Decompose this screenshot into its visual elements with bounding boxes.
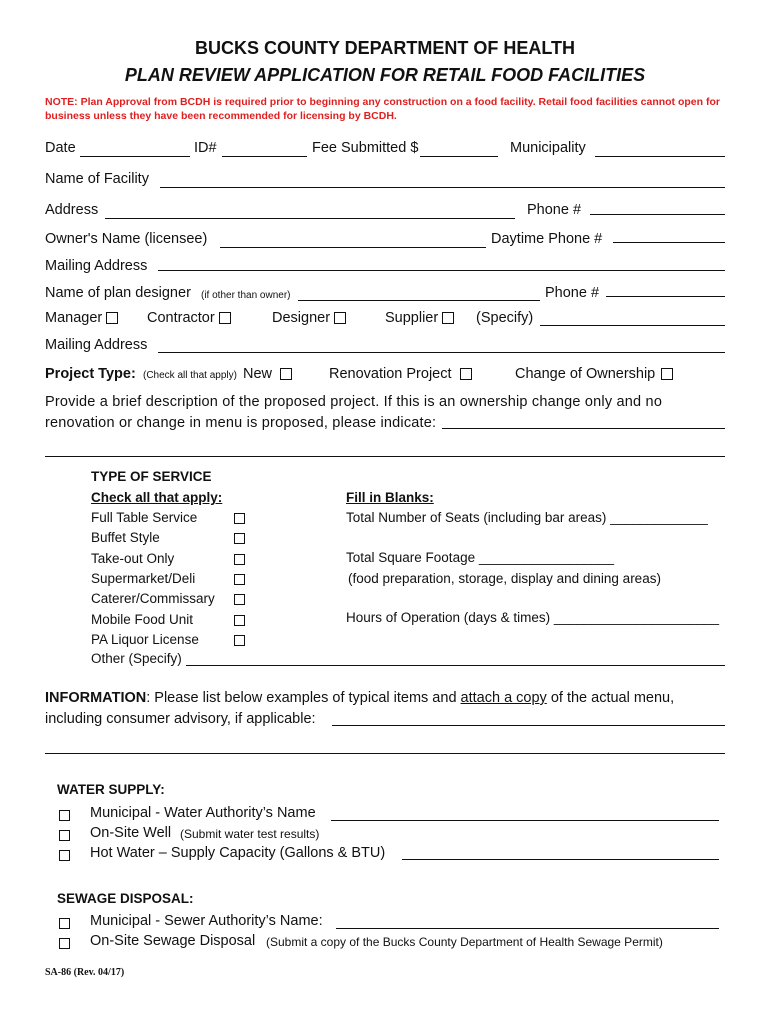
water-onsite-checkbox[interactable]: [59, 830, 70, 841]
plan-designer-field[interactable]: [298, 300, 540, 301]
description-field-2[interactable]: [45, 456, 725, 457]
daytime-phone-label: Daytime Phone #: [491, 231, 603, 247]
description-text: Provide a brief description of the proposed project. If this is an ownership change only and no renovation or change in menu is proposed, please indicate:: [45, 394, 663, 431]
facility-name-field[interactable]: [160, 187, 725, 188]
form-id: SA-86 (Rev. 04/17): [45, 967, 125, 978]
service-item-label: Caterer/Commissary: [91, 591, 215, 607]
service-item-label: Full Table Service: [91, 510, 198, 525]
manager-label: Manager: [45, 310, 103, 326]
service-item-checkbox[interactable]: [234, 635, 245, 646]
service-item-checkbox[interactable]: [234, 554, 245, 565]
information-field[interactable]: [332, 725, 725, 726]
service-item-checkbox[interactable]: [234, 574, 245, 585]
id-label: ID#: [194, 140, 217, 156]
owner-label: Owner's Name (licensee): [45, 231, 208, 247]
service-item-label: Take-out Only: [91, 550, 175, 566]
mailing-address2-label: Mailing Address: [45, 337, 148, 353]
other-specify-label: Other (Specify): [91, 651, 182, 666]
renovation-checkbox[interactable]: [460, 368, 472, 380]
date-label: Date: [45, 140, 76, 156]
phone2-field[interactable]: [606, 296, 725, 297]
information-field-2[interactable]: [45, 753, 725, 754]
contractor-checkbox[interactable]: [219, 312, 231, 324]
service-heading: TYPE OF SERVICE: [91, 469, 212, 484]
municipality-field[interactable]: [595, 156, 725, 157]
contractor-label: Contractor: [147, 310, 215, 326]
service-item-checkbox[interactable]: [234, 615, 245, 626]
information-text: INFORMATION: Please list below examples of typical items and attach a copy of the actual menu,: [45, 690, 675, 706]
change-ownership-checkbox[interactable]: [661, 368, 673, 380]
specify-field[interactable]: [540, 325, 725, 326]
square-footage-note: (food preparation, storage, display and dining areas): [348, 571, 661, 586]
service-item-label: Buffet Style: [91, 530, 160, 546]
water-municipal-field[interactable]: [331, 820, 719, 821]
sewage-municipal-checkbox[interactable]: [59, 918, 70, 929]
service-item-checkbox[interactable]: [234, 513, 245, 524]
hot-water-field[interactable]: [402, 859, 719, 860]
supplier-checkbox[interactable]: [442, 312, 454, 324]
plan-designer-note: (if other than owner): [201, 290, 291, 301]
fee-field[interactable]: [420, 156, 498, 157]
hot-water-checkbox[interactable]: [59, 850, 70, 861]
square-footage-field[interactable]: Total Square Footage __________________: [346, 550, 614, 565]
change-ownership-label: Change of Ownership: [515, 366, 656, 382]
mailing-address-field[interactable]: [158, 270, 725, 271]
project-type-note: (Check all that apply): [143, 370, 237, 381]
facility-name-label: Name of Facility: [45, 171, 149, 187]
phone2-label: Phone #: [545, 285, 600, 301]
manager-checkbox[interactable]: [106, 312, 118, 324]
hours-field[interactable]: Hours of Operation (days & times) ______________________: [346, 610, 720, 625]
sewage-onsite-checkbox[interactable]: [59, 938, 70, 949]
address-field[interactable]: [105, 218, 515, 219]
renovation-label: Renovation Project: [329, 366, 452, 382]
phone-label: Phone #: [527, 202, 582, 218]
water-municipal-label: Municipal - Water Authority’s Name: [90, 805, 316, 821]
daytime-phone-field[interactable]: [613, 242, 725, 243]
service-item-checkbox[interactable]: [234, 594, 245, 605]
seats-field[interactable]: Total Number of Seats (including bar areas) _____________: [346, 510, 708, 525]
hot-water-label: Hot Water – Supply Capacity (Gallons & BTU): [90, 845, 386, 861]
page-subtitle: PLAN REVIEW APPLICATION FOR RETAIL FOOD FACILITIES: [124, 65, 646, 85]
project-type-label: Project Type: [45, 366, 131, 382]
service-item-label: PA Liquor License: [91, 631, 199, 647]
sewage-municipal-field[interactable]: [336, 928, 719, 929]
page-title: BUCKS COUNTY DEPARTMENT OF HEALTH: [195, 38, 575, 58]
date-field[interactable]: [80, 156, 190, 157]
attach-copy-text: attach a copy: [460, 690, 547, 706]
check-heading: Check all that apply:: [91, 490, 223, 505]
service-item-checkbox[interactable]: [234, 533, 245, 544]
service-item-label: Mobile Food Unit: [91, 611, 194, 627]
phone-field[interactable]: [590, 214, 725, 215]
owner-field[interactable]: [220, 247, 486, 248]
new-label: New: [243, 366, 273, 382]
water-onsite-note: (Submit water test results): [180, 827, 320, 841]
new-checkbox[interactable]: [280, 368, 292, 380]
municipality-label: Municipality: [510, 140, 586, 156]
information-label: INFORMATION: [45, 690, 147, 706]
other-specify-field[interactable]: [186, 665, 725, 666]
mailing-address-label: Mailing Address: [45, 258, 148, 274]
service-item-label: Supermarket/Deli: [91, 570, 196, 586]
specify-label: (Specify): [476, 310, 534, 326]
water-onsite-label: On-Site Well: [90, 825, 172, 841]
plan-designer-label: Name of plan designer: [45, 285, 191, 301]
sewage-municipal-label: Municipal - Sewer Authority’s Name:: [90, 913, 323, 929]
sewage-heading: SEWAGE DISPOSAL:: [57, 891, 194, 906]
sewage-onsite-label: On-Site Sewage Disposal: [90, 933, 256, 949]
description-field[interactable]: [442, 428, 725, 429]
sewage-onsite-note: (Submit a copy of the Bucks County Department of Health Sewage Permit): [266, 935, 663, 949]
fee-label: Fee Submitted $: [312, 140, 419, 156]
address-label: Address: [45, 202, 99, 218]
designer-label: Designer: [272, 310, 331, 326]
fill-heading: Fill in Blanks:: [346, 490, 434, 505]
approval-note: NOTE: Plan Approval from BCDH is required prior to beginning any construction on a food facility. Retail food facilities cannot open for business unless they have been recommended for licensing by BCDH.: [45, 96, 720, 122]
water-heading: WATER SUPPLY:: [57, 782, 165, 797]
water-municipal-checkbox[interactable]: [59, 810, 70, 821]
mailing-address2-field[interactable]: [158, 352, 725, 353]
supplier-label: Supplier: [385, 310, 439, 326]
designer-checkbox[interactable]: [334, 312, 346, 324]
id-field[interactable]: [222, 156, 307, 157]
information-line2: including consumer advisory, if applicable:: [45, 711, 316, 727]
